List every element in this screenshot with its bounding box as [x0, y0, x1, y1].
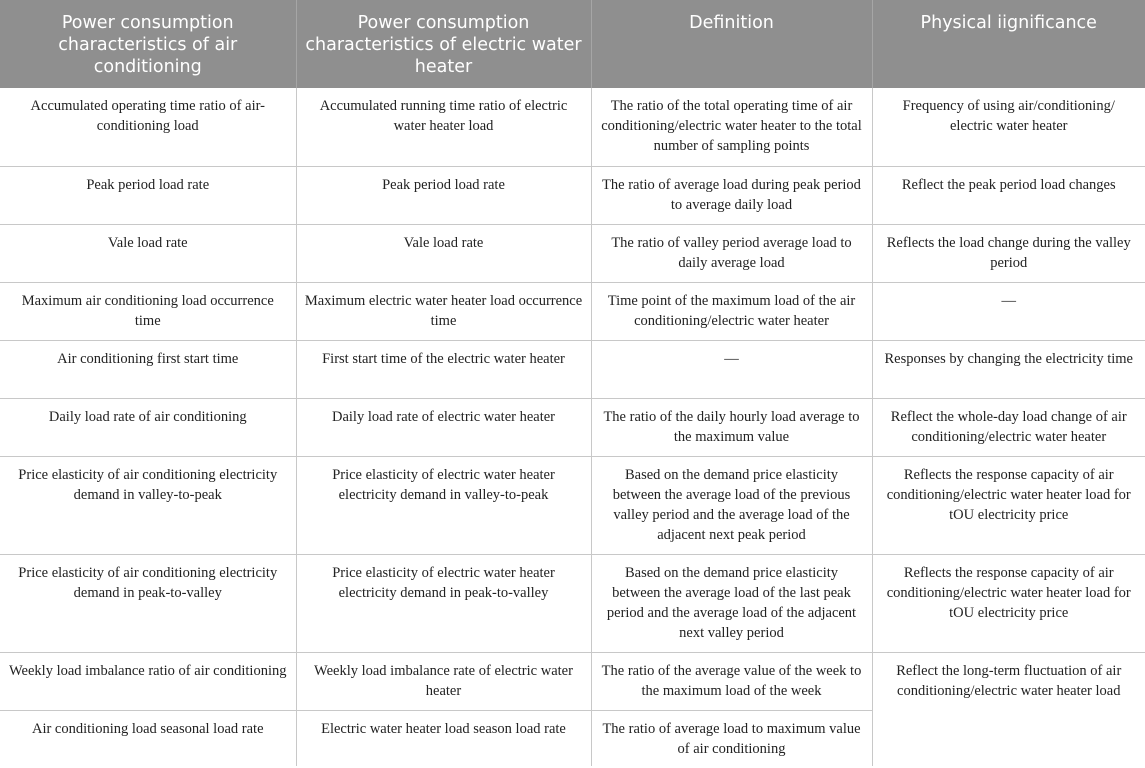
header-electric-water-heater: Power consumption characteristics of electric water heater	[296, 0, 591, 88]
table-cell: Weekly load imbalance ratio of air conditioning	[0, 652, 296, 710]
table-cell: —	[591, 340, 872, 398]
table-cell: Peak period load rate	[296, 166, 591, 224]
table-cell: Accumulated running time ratio of electric water heater load	[296, 88, 591, 166]
table-cell: Price elasticity of electric water heater electricity demand in peak-to-valley	[296, 554, 591, 652]
table-row	[0, 282, 1145, 340]
table-cell: Price elasticity of electric water heater electricity demand in valley-to-peak	[296, 456, 591, 554]
table-cell: The ratio of valley period average load to daily average load	[591, 224, 872, 282]
table-cell: Based on the demand price elasticity between the average load of the last peak period and the average load of the adjacent next valley period	[591, 554, 872, 652]
table-cell: Vale load rate	[0, 224, 296, 282]
table-cell: Reflect the whole-day load change of air conditioning/electric water heater	[872, 398, 1145, 456]
table-cell-merged: Reflect the long-term fluctuation of air conditioning/electric water heater load	[872, 652, 1145, 766]
table-cell: Reflect the peak period load changes	[872, 166, 1145, 224]
header-definition: Definition	[591, 0, 872, 88]
table-cell: Based on the demand price elasticity between the average load of the previous valley period and the average load of the adjacent next peak period	[591, 456, 872, 554]
table-cell: Reflects the load change during the valley period	[872, 224, 1145, 282]
table-cell: Vale load rate	[296, 224, 591, 282]
header-air-conditioning: Power consumption characteristics of air conditioning	[0, 0, 296, 88]
table-cell: Reflects the response capacity of air conditioning/electric water heater load for tOU electricity price	[872, 456, 1145, 554]
table-cell: Accumulated operating time ratio of air-conditioning load	[0, 88, 296, 166]
table-cell: The ratio of the daily hourly load average to the maximum value	[591, 398, 872, 456]
table-cell: Maximum electric water heater load occurrence time	[296, 282, 591, 340]
table-cell: Peak period load rate	[0, 166, 296, 224]
table-cell: Air conditioning load seasonal load rate	[31, 720, 264, 737]
table-cell: Frequency of using air/conditioning/ electric water heater	[872, 88, 1145, 166]
table-row	[0, 456, 1145, 554]
table-cell: Price elasticity of air conditioning electricity demand in valley-to-peak	[0, 456, 296, 554]
table-row	[0, 398, 1145, 456]
table-cell: Daily load rate of electric water heater	[296, 398, 591, 456]
table-cell: —	[872, 282, 1145, 340]
table-row	[0, 224, 1145, 282]
table-cell: First start time of the electric water heater	[296, 340, 591, 398]
table-row	[0, 554, 1145, 652]
table-cell: The ratio of the average value of the week to the maximum load of the week	[591, 652, 872, 710]
header-row	[0, 0, 1145, 88]
table-cell: Time point of the maximum load of the air conditioning/electric water heater	[591, 282, 872, 340]
table-cell: Electric water heater load season load rate	[296, 710, 591, 766]
table-cell: Reflects the response capacity of air conditioning/electric water heater load for tOU electricity price	[872, 554, 1145, 652]
table-cell: The ratio of the total operating time of air conditioning/electric water heater to the total number of sampling points	[591, 88, 872, 166]
table-cell: Daily load rate of air conditioning	[0, 398, 296, 456]
table-cell: Price elasticity of air conditioning electricity demand in peak-to-valley	[0, 554, 296, 652]
table-cell: The ratio of average load during peak period to average daily load	[591, 166, 872, 224]
table-cell: Maximum air conditioning load occurrence time	[0, 282, 296, 340]
table-row	[0, 340, 1145, 398]
table-row	[0, 652, 1145, 710]
table-row	[0, 88, 1145, 166]
table-row	[0, 166, 1145, 224]
table-cell: Responses by changing the electricity time	[872, 340, 1145, 398]
table-cell: The ratio of average load to maximum value of air conditioning	[591, 710, 872, 766]
header-physical-significance: Physical iignificance	[872, 0, 1145, 88]
table-cell: Air conditioning first start time	[0, 340, 296, 398]
table-cell: Weekly load imbalance rate of electric water heater	[296, 652, 591, 710]
